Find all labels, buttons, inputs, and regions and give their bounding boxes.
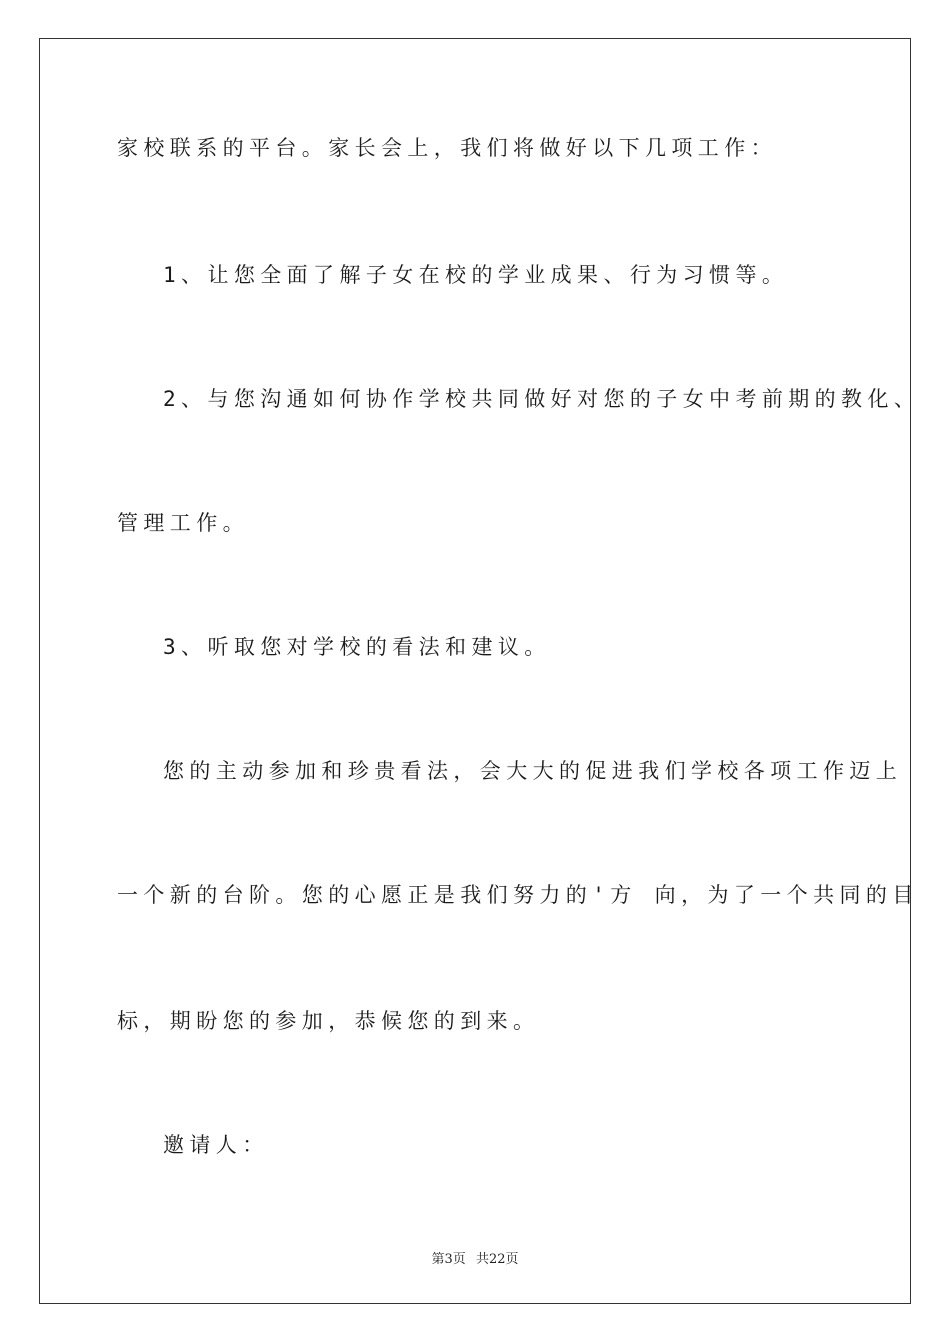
inviter-label: 邀请人： (163, 1133, 269, 1157)
closing-paragraph-line-2: 一个新的台阶。您的心愿正是我们努力的'方 向，为了一个共同的目 (117, 883, 919, 907)
paragraph-line-1: 家校联系的平台。家长会上，我们将做好以下几项工作： (117, 136, 777, 160)
list-item-2-continuation: 管理工作。 (117, 511, 249, 535)
closing-paragraph-line-1: 您的主动参加和珍贵看法，会大大的促进我们学校各项工作迈上 (163, 759, 903, 783)
list-item-2: 2、与您沟通如何协作学校共同做好对您的子女中考前期的教化、 (163, 387, 921, 411)
list-item-1: 1、让您全面了解子女在校的学业成果、行为习惯等。 (163, 263, 789, 287)
page-total: 共22页 (475, 1252, 519, 1267)
page-border (39, 38, 911, 1304)
page-footer (0, 1248, 950, 1267)
closing-paragraph-line-3: 标，期盼您的参加，恭候您的到来。 (117, 1009, 540, 1033)
list-item-3: 3、听取您对学校的看法和建议。 (163, 635, 551, 659)
page-number: 第3页 (431, 1252, 466, 1267)
